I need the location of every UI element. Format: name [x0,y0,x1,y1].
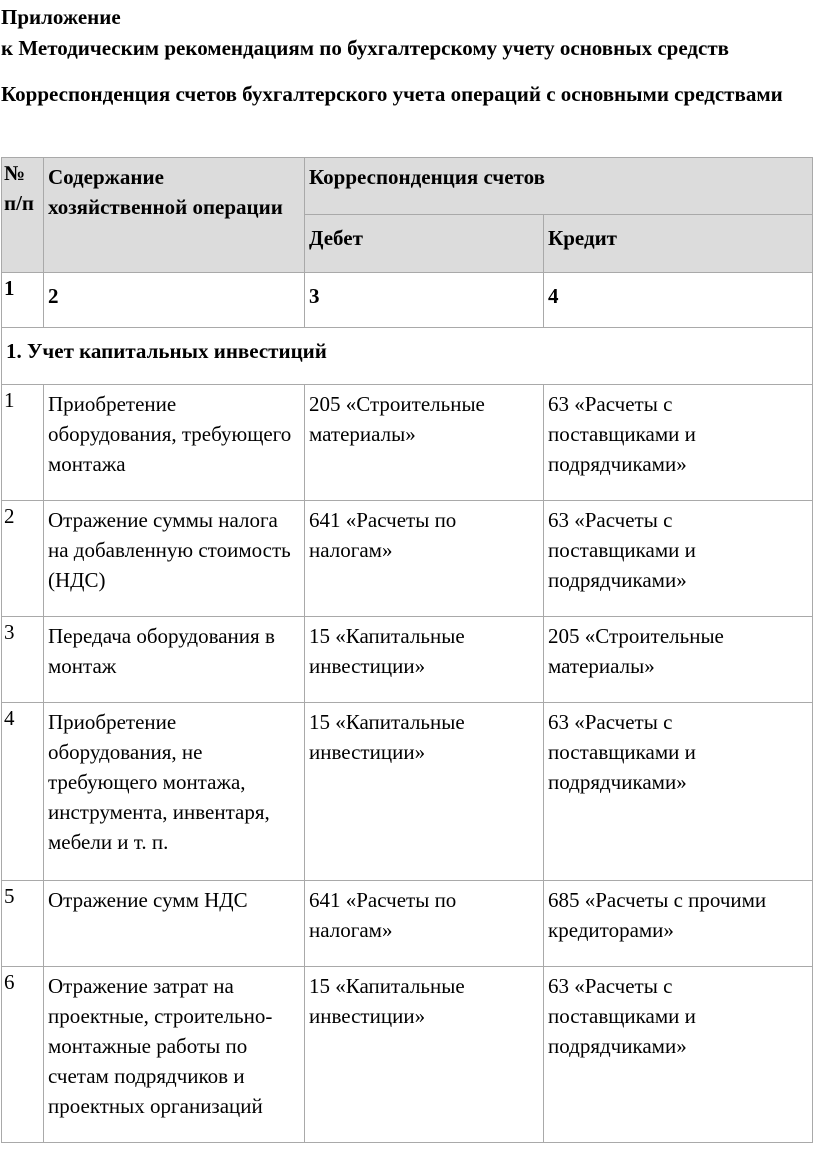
row-credit: 205 «Строительные материалы» [544,617,813,703]
row-num: 1 [2,385,44,501]
table-row [2,967,813,1143]
row-credit: 63 «Расчеты с поставщиками и подрядчиками» [544,385,813,501]
row-num: 2 [2,501,44,617]
row-operation: Отражение сумм НДС [44,881,305,967]
row-debit: 641 «Расчеты по налогам» [305,881,544,967]
appendix-label: Приложение [1,5,121,29]
row-num: 5 [2,881,44,967]
row-credit: 685 «Расчеты с прочими кредиторами» [544,881,813,967]
row-credit: 63 «Расчеты с поставщиками и подрядчиками» [544,703,813,881]
col-number-2: 2 [44,273,305,328]
col-number-4: 4 [544,273,813,328]
row-credit: 63 «Расчеты с поставщиками и подрядчиками» [544,967,813,1143]
appendix-reference: к Методическим рекомендациям по бухгалтерскому учету основных средств [1,36,729,60]
header-num: № п/п [2,158,44,273]
header-credit: Кредит [544,215,813,273]
header-content: Содержание хозяйственной операции [44,158,305,273]
correspondence-table [1,157,813,1143]
row-credit: 63 «Расчеты с поставщиками и подрядчиками» [544,501,813,617]
row-num: 6 [2,967,44,1143]
section-heading: 1. Учет капитальных инвестиций [2,328,813,385]
row-operation: Отражение затрат на проектные, строительно-монтажные работы по счетам подрядчиков и проектных организаций [44,967,305,1143]
row-debit: 15 «Капитальные инвестиции» [305,617,544,703]
col-number-3: 3 [305,273,544,328]
row-num: 3 [2,617,44,703]
row-operation: Отражение суммы налога на добавленную стоимость (НДС) [44,501,305,617]
row-debit: 15 «Капитальные инвестиции» [305,967,544,1143]
row-num: 4 [2,703,44,881]
table-row [2,385,813,501]
table-row [2,703,813,881]
header-correspondence: Корреспонденция счетов [305,158,813,215]
table-row [2,881,813,967]
table-row [2,501,813,617]
row-debit: 205 «Строительные материалы» [305,385,544,501]
table-row [2,617,813,703]
col-number-1: 1 [2,273,44,328]
row-debit: 15 «Капитальные инвестиции» [305,703,544,881]
header-debit: Дебет [305,215,544,273]
document-title: Корреспонденция счетов бухгалтерского учета операций с основными средствами [1,82,783,106]
row-operation: Передача оборудования в монтаж [44,617,305,703]
row-debit: 641 «Расчеты по налогам» [305,501,544,617]
row-operation: Приобретение оборудования, требующего монтажа [44,385,305,501]
row-operation: Приобретение оборудования, не требующего монтажа, инструмента, инвентаря, мебели и т. п. [44,703,305,881]
